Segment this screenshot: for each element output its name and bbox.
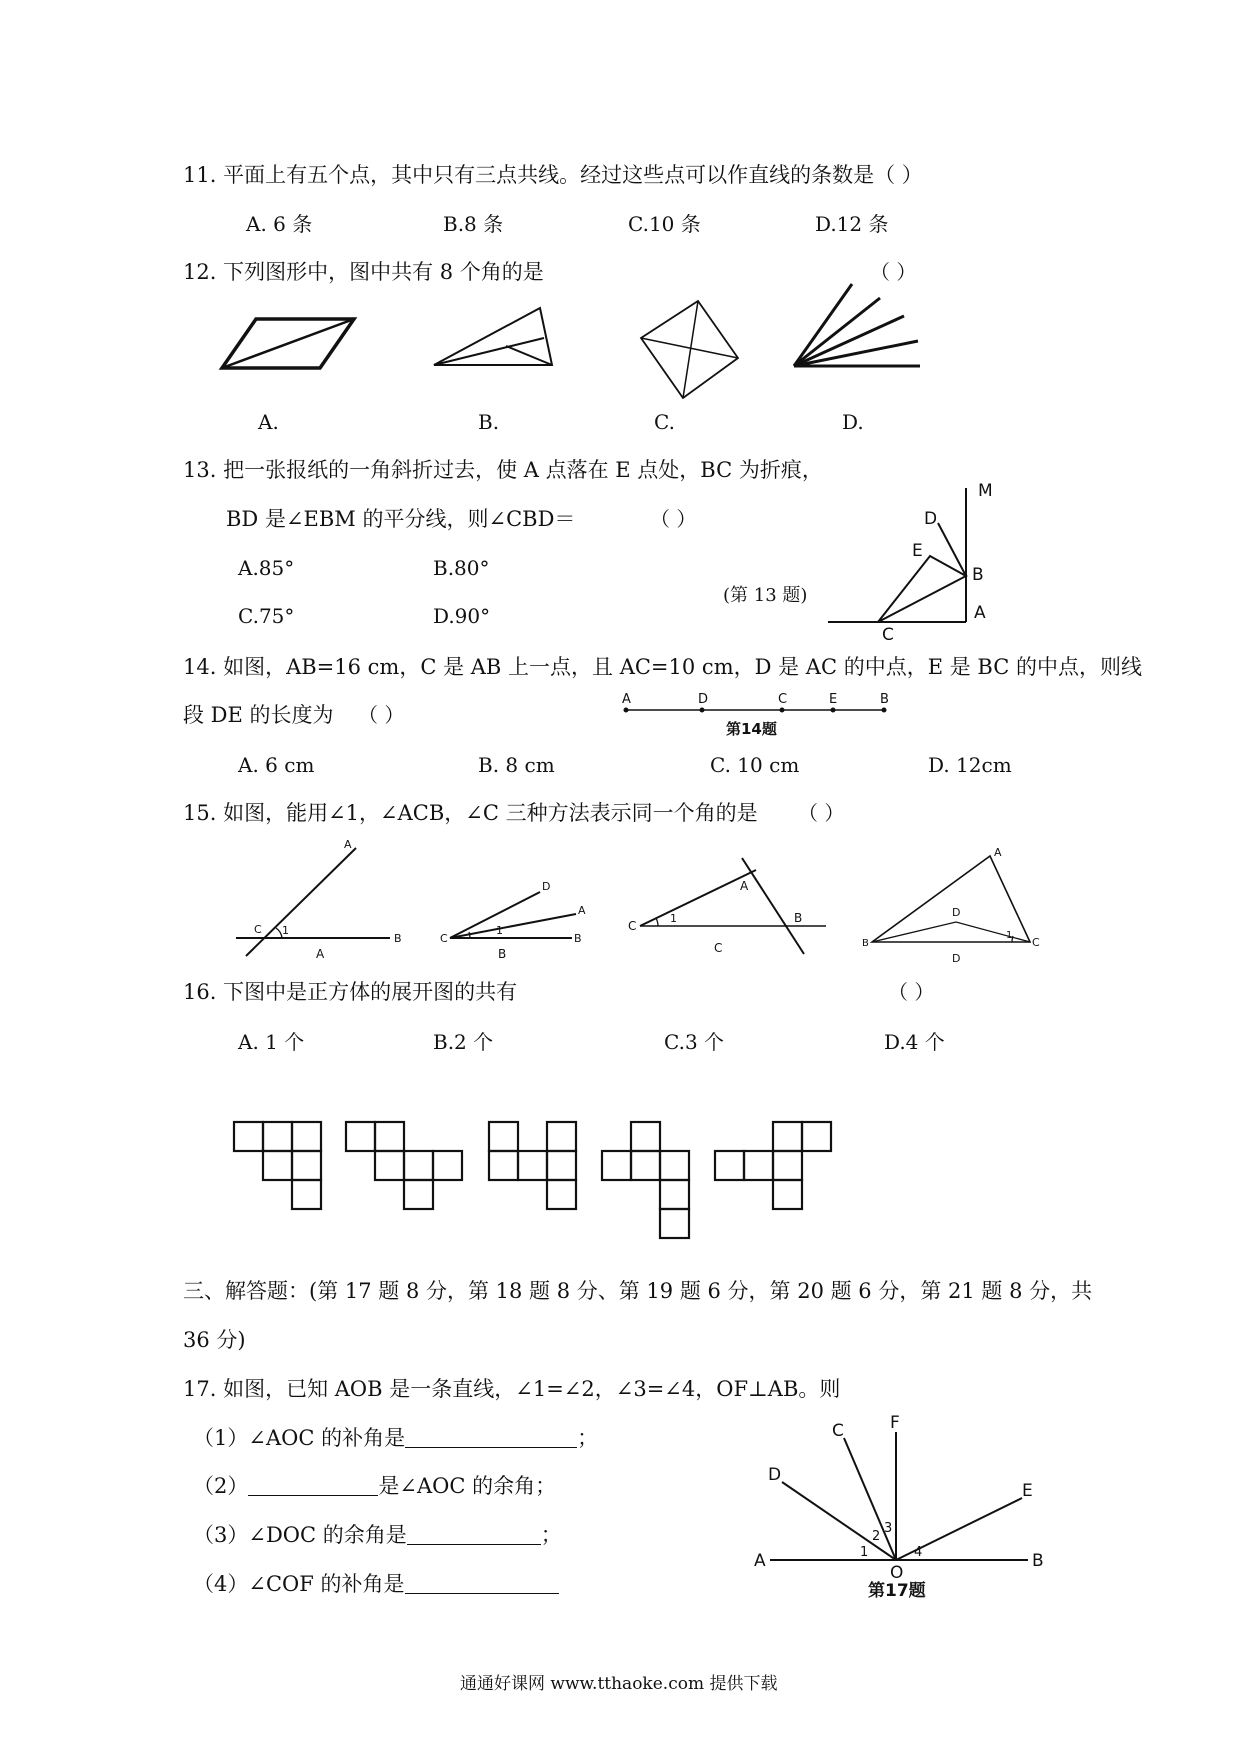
q15-figure-a <box>232 838 412 960</box>
q17-label-2: 2 <box>872 1529 881 1544</box>
q17-item-1-prefix: （1）∠AOC 的补角是 <box>193 1426 406 1450</box>
q13-label-b: B <box>972 565 984 585</box>
q17-label-a: A <box>754 1551 766 1571</box>
q14-option-d: D. 12cm <box>928 753 1012 777</box>
q17-label-e: E <box>1022 1481 1033 1501</box>
q13-label-e: E <box>912 541 923 561</box>
q16-net-3 <box>489 1122 576 1209</box>
q17-label-c: C <box>832 1421 844 1441</box>
q13-label-m: M <box>978 481 993 501</box>
q14-label-d: D <box>698 692 709 707</box>
q13-stem-line1: 13. 把一张报纸的一角斜折过去，使 A 点落在 E 点处，BC 为折痕， <box>183 458 823 482</box>
q13-label-d: D <box>924 509 938 529</box>
q17-item-1-answer-blank[interactable] <box>405 1429 577 1448</box>
q17-label-3: 3 <box>884 1521 893 1536</box>
q12-option-a: A. <box>258 410 279 434</box>
q17-item-2 <box>193 1474 556 1498</box>
q16-net-5 <box>715 1122 831 1209</box>
svg-text:A: A <box>578 904 586 917</box>
svg-text:C: C <box>1032 936 1040 949</box>
q15-answer-paren: （ ） <box>798 801 845 825</box>
q12-answer-paren: （ ） <box>870 260 917 284</box>
svg-text:B: B <box>574 932 582 945</box>
q11-stem: 11. 平面上有五个点，其中只有三点共线。经过这些点可以作直线的条数是（ ） <box>183 163 923 187</box>
q15-figure-d <box>860 844 1040 966</box>
q12-option-b: B. <box>478 410 500 434</box>
q13-option-b: B.80° <box>433 556 490 580</box>
q15-figure-b <box>436 860 596 960</box>
q13-answer-paren: （ ） <box>650 507 697 531</box>
q17-item-1 <box>193 1426 598 1450</box>
q12-figure-b-triangle <box>432 303 556 369</box>
page-footer: 通通好课网 www.tthaoke.com 提供下载 <box>460 1674 778 1694</box>
q17-label-d: D <box>768 1465 782 1485</box>
q17-figure <box>750 1406 1060 1606</box>
q12-figure-a-parallelogram <box>220 316 360 372</box>
q12-figure-c-quadrilateral <box>638 298 742 402</box>
q16-answer-paren: （ ） <box>888 980 935 1004</box>
svg-text:B: B <box>794 911 803 925</box>
svg-text:B: B <box>394 932 402 945</box>
q17-label-1: 1 <box>860 1545 869 1560</box>
q17-label-o: O <box>890 1563 904 1583</box>
q15-figure-c <box>626 848 836 960</box>
svg-text:1: 1 <box>282 924 289 937</box>
q14-label-a: A <box>622 692 631 707</box>
q16-stem: 16. 下图中是正方体的展开图的共有 <box>183 980 518 1004</box>
q13-label-c: C <box>882 625 894 645</box>
q17-item-2-answer-blank[interactable] <box>248 1477 378 1496</box>
q12-figure-d-rays <box>788 280 924 372</box>
q14-figure-caption: 第14题 <box>726 720 777 738</box>
q15-caption-a: A <box>316 947 325 961</box>
q17-label-4: 4 <box>914 1545 923 1560</box>
q17-label-b: B <box>1032 1551 1044 1571</box>
q14-stem-line2: 段 DE 的长度为 <box>183 703 334 727</box>
q14-label-e: E <box>829 692 838 707</box>
q17-item-2-suffix: 是∠AOC 的余角； <box>378 1474 557 1498</box>
svg-text:C: C <box>628 919 637 933</box>
svg-text:D: D <box>542 880 551 893</box>
q12-option-d: D. <box>842 410 864 434</box>
q17-item-3-answer-blank[interactable] <box>407 1526 541 1545</box>
q17-item-3 <box>193 1523 562 1547</box>
q11-option-a: A. 6 条 <box>246 212 313 236</box>
q17-stem: 17. 如图，已知 AOB 是一条直线，∠1=∠2，∠3=∠4，OF⊥AB。则 <box>183 1377 841 1401</box>
q12-option-c: C. <box>654 410 675 434</box>
section3-heading-line2: 36 分) <box>183 1328 246 1352</box>
q12-stem: 12. 下列图形中，图中共有 8 个角的是 <box>183 260 544 284</box>
q16-option-a: A. 1 个 <box>238 1030 305 1054</box>
q13-label-a: A <box>974 603 986 623</box>
q14-option-b: B. 8 cm <box>478 753 555 777</box>
q16-net-4 <box>602 1122 689 1238</box>
q14-figure <box>614 690 894 740</box>
q17-item-3-prefix: （3）∠DOC 的余角是 <box>193 1523 407 1547</box>
q11-option-b: B.8 条 <box>443 212 504 236</box>
q17-label-f: F <box>890 1413 900 1433</box>
q16-option-d: D.4 个 <box>884 1030 945 1054</box>
svg-text:D: D <box>952 906 961 919</box>
q14-answer-paren: （ ） <box>358 703 405 727</box>
q17-item-2-prefix: （2） <box>193 1474 249 1498</box>
q15-stem: 15. 如图，能用∠1，∠ACB，∠C 三种方法表示同一个角的是 <box>183 801 758 825</box>
svg-text:1: 1 <box>496 924 503 937</box>
q17-item-4-answer-blank[interactable] <box>405 1575 559 1594</box>
svg-text:A: A <box>994 846 1002 859</box>
q16-net-1 <box>234 1122 321 1209</box>
svg-text:1: 1 <box>1006 930 1013 941</box>
q13-option-d: D.90° <box>433 604 491 628</box>
svg-text:A: A <box>740 879 749 893</box>
section3-heading-line1: 三、解答题：(第 17 题 8 分，第 18 题 8 分、第 19 题 6 分，第 20 题 6 分，第 21 题 8 分，共 <box>183 1279 1093 1303</box>
q16-option-b: B.2 个 <box>433 1030 494 1054</box>
svg-text:C: C <box>254 923 262 936</box>
q13-figure-caption: (第 13 题) <box>723 585 808 606</box>
q13-option-a: A.85° <box>238 556 295 580</box>
svg-text:1: 1 <box>670 912 677 925</box>
q13-stem-line2: BD 是∠EBM 的平分线，则∠CBD＝ <box>226 507 576 531</box>
svg-text:B: B <box>862 938 869 949</box>
q14-stem-line1: 14. 如图，AB=16 cm，C 是 AB 上一点，且 AC=10 cm，D 是 AC 的中点，E 是 BC 的中点，则线 <box>183 655 1142 679</box>
q13-option-c: C.75° <box>238 604 295 628</box>
q14-label-c: C <box>778 692 788 707</box>
q17-item-3-suffix: ； <box>540 1523 562 1547</box>
q14-label-b: B <box>880 692 889 707</box>
q17-item-1-suffix: ； <box>577 1426 599 1450</box>
q16-option-c: C.3 个 <box>664 1030 725 1054</box>
q16-cube-nets <box>230 1118 840 1248</box>
q14-option-c: C. 10 cm <box>710 753 800 777</box>
q14-option-a: A. 6 cm <box>238 753 315 777</box>
q15-caption-b: B <box>498 947 507 961</box>
q11-option-d: D.12 条 <box>815 212 889 236</box>
q17-item-4 <box>193 1572 559 1596</box>
q17-figure-caption: 第17题 <box>868 1581 926 1601</box>
svg-text:C: C <box>440 932 448 945</box>
q11-option-c: C.10 条 <box>628 212 701 236</box>
q13-figure <box>818 478 1008 646</box>
q16-net-2 <box>346 1122 462 1209</box>
q15-caption-c: C <box>714 941 723 955</box>
svg-text:A: A <box>344 838 352 851</box>
q15-caption-d: D <box>952 952 961 965</box>
q17-item-4-prefix: （4）∠COF 的补角是 <box>193 1572 405 1596</box>
